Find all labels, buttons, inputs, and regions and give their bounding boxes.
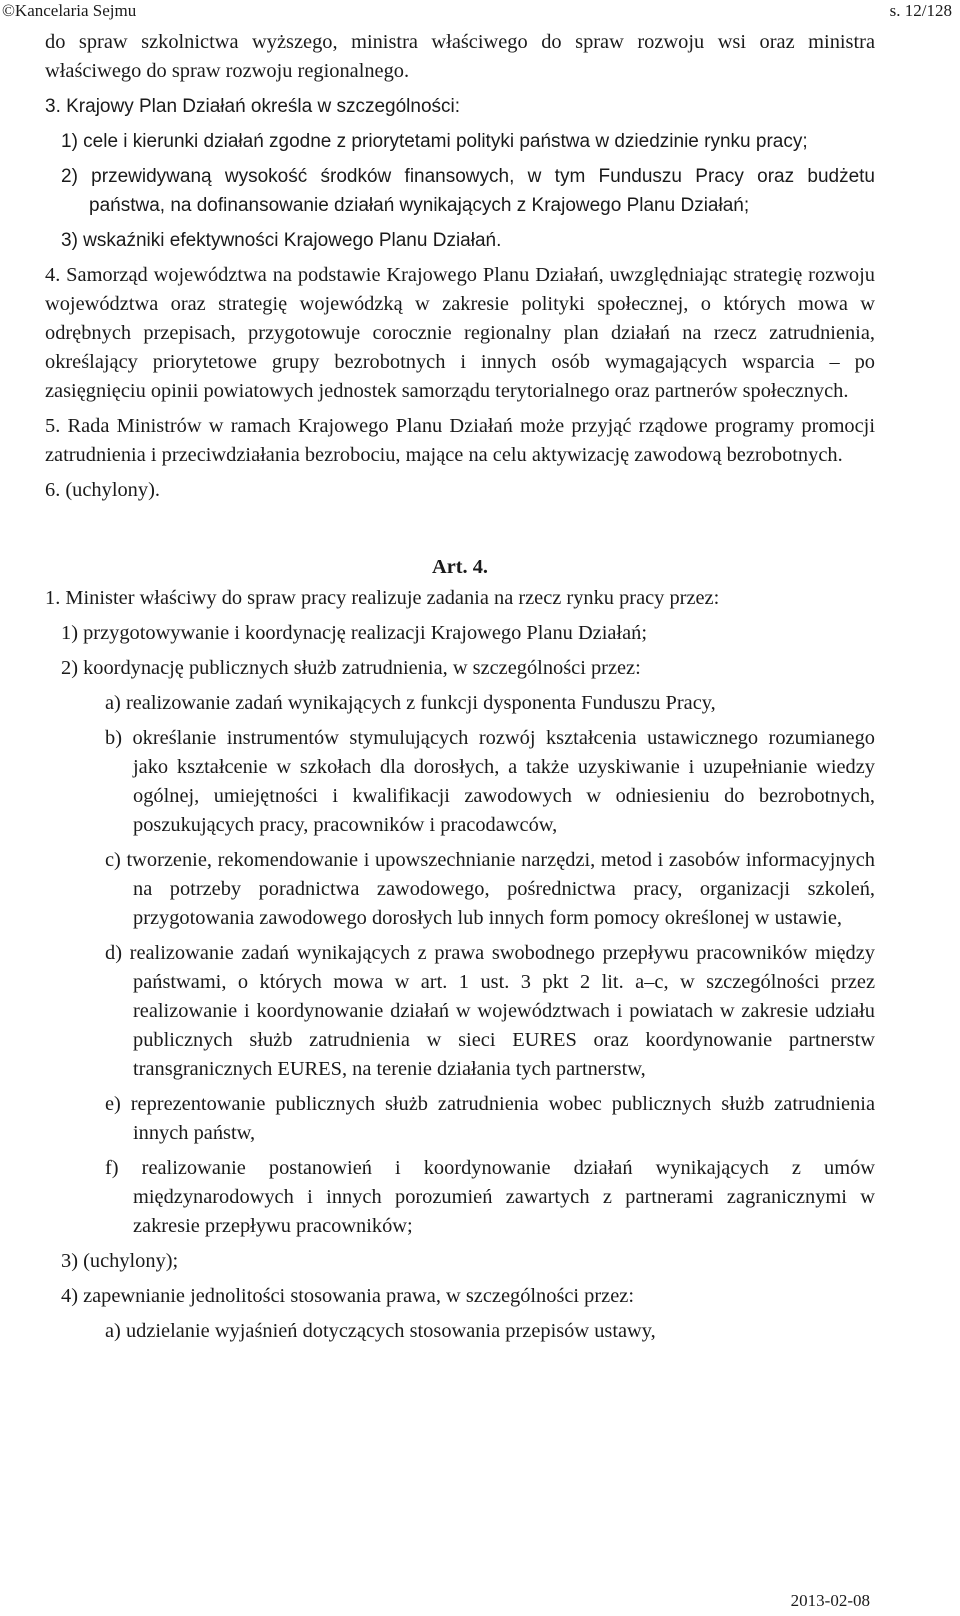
list-item: 1) przygotowywanie i koordynację realizacji Krajowego Planu Działań; xyxy=(61,622,648,644)
paragraph-4: 4. Samorząd województwa na podstawie Krajowego Planu Działań, uwzględniając strategię rozwoju województwa oraz strategię wojewódzką w zakresie polityki społecznej, o których mowa w odrębnych przepisach, przygotowuje corocznie regionalny plan działań na rzecz zatrudnienia, określający priorytetowe grupy bezrobotnych i innych osób wymagających wsparcia – po zasięgnięciu opinii powiatowych jednostek samorządu terytorialnego oraz partnerów społecznych. xyxy=(45,264,875,402)
list-item: 2) koordynację publicznych służb zatrudnienia, w szczególności przez: xyxy=(61,657,641,679)
footer-date: 2013-02-08 xyxy=(790,1591,870,1610)
article-title: Art. 4. xyxy=(431,556,489,578)
sub-list-item: c) tworzenie, rekomendowanie i upowszechnianie narzędzi, metod i zasobów informacyjnych na potrzeby poradnictwa zawodowego, pośrednictwa pracy, organizacji szkoleń, przygotowania zawodowego dorosłych lub innych form pomocy określonej w ustawie, xyxy=(105,849,875,929)
header-page-number: s. 12/128 xyxy=(889,1,952,20)
list-item: 4) zapewnianie jednolitości stosowania prawa, w szczególności przez: xyxy=(61,1285,634,1307)
article-paragraph-1: 1. Minister właściwy do spraw pracy realizuje zadania na rzecz rynku pracy przez: xyxy=(45,587,720,609)
list-item: 3) wskaźniki efektywności Krajowego Planu Działań. xyxy=(61,230,502,251)
header-copyright: ©Kancelaria Sejmu xyxy=(2,1,137,20)
list-item: 1) cele i kierunki działań zgodne z priorytetami polityki państwa w dziedzinie rynku pracy; xyxy=(61,131,808,152)
paragraph-6: 6. (uchylony). xyxy=(45,479,160,501)
paragraph-intro: do spraw szkolnictwa wyższego, ministra właściwego do spraw rozwoju wsi oraz ministra właściwego do spraw rozwoju regionalnego. xyxy=(45,31,875,82)
document-body xyxy=(45,28,875,1352)
paragraph-5: 5. Rada Ministrów w ramach Krajowego Planu Działań może przyjąć rządowe programy promocji zatrudnienia i przeciwdziałania bezrobociu, mające na celu aktywizację zawodową bezrobotnych. xyxy=(45,415,875,466)
list-item: 3) (uchylony); xyxy=(61,1250,179,1272)
paragraph-3: 3. Krajowy Plan Działań określa w szczególności: xyxy=(45,96,461,117)
sub-list-item: b) określanie instrumentów stymulujących rozwój kształcenia ustawicznego rozumianego jako kształcenie w szkołach dla dorosłych, a także uzyskiwanie i uzupełnianie wiedzy ogólnej, umiejętności i kwalifikacji zawodowych w odniesieniu do bezrobotnych, poszukujących pracy, pracowników i pracodawców, xyxy=(105,727,875,836)
sub-list-item: d) realizowanie zadań wynikających z prawa swobodnego przepływu pracowników między państwami, o których mowa w art. 1 ust. 3 pkt 2 lit. a–c, w szczególności przez realizowanie i koordynowanie działań w województwach i powiatach w zakresie udziału publicznych służb zatrudnienia w sieci EURES oraz koordynowanie partnerstw transgranicznych EURES, na terenie działania tych partnerstw, xyxy=(105,942,875,1080)
sub-list-item: a) realizowanie zadań wynikających z funkcji dysponenta Funduszu Pracy, xyxy=(105,692,716,714)
sub-list-item: a) udzielanie wyjaśnień dotyczących stosowania przepisów ustawy, xyxy=(105,1320,656,1342)
sub-list-item: e) reprezentowanie publicznych służb zatrudnienia wobec publicznych służb zatrudnienia innych państw, xyxy=(105,1093,875,1144)
sub-list-item: f) realizowanie postanowień i koordynowanie działań wynikających z umów międzynarodowych i innych porozumień zawartych z partnerami zagranicznymi w zakresie przepływu pracowników; xyxy=(105,1157,875,1237)
list-item: 2) przewidywaną wysokość środków finansowych, w tym Funduszu Pracy oraz budżetu państwa, na dofinansowanie działań wynikających z Krajowego Planu Działań; xyxy=(61,166,875,216)
